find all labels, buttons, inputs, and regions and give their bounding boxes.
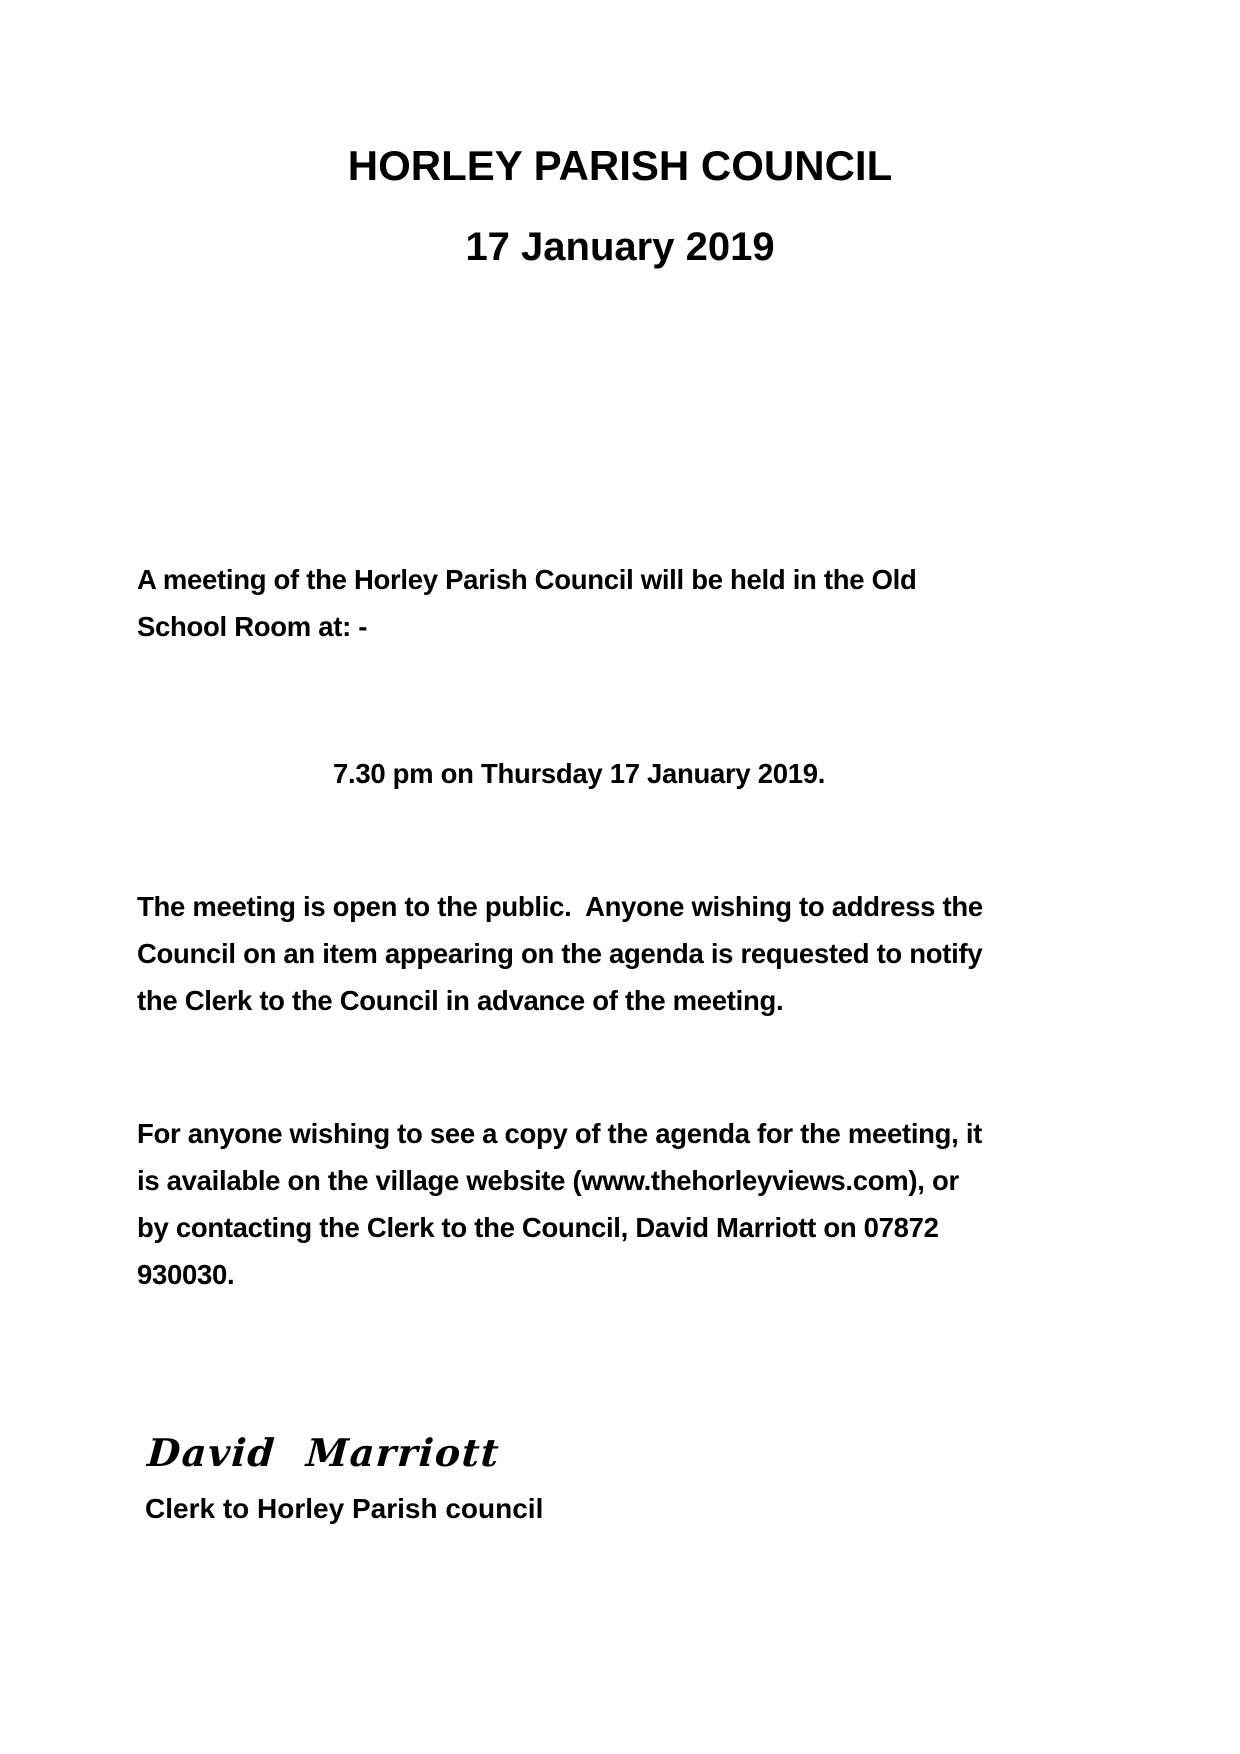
document-title: HORLEY PARISH COUNCIL	[347, 142, 893, 189]
public-notice-line-1: The meeting is open to the public. Anyone wishing to address the	[137, 891, 983, 922]
paragraph-intro	[137, 556, 1097, 650]
paragraph-intro-line-1: A meeting of the Horley Parish Council will be held in the Old	[137, 564, 917, 595]
agenda-availability-line-4: 930030.	[137, 1259, 235, 1290]
agenda-availability-line-2: is available on the village website (www.thehorleyviews.com), or	[137, 1165, 959, 1196]
meeting-time-line: 7.30 pm on Thursday 17 January 2019.	[333, 758, 826, 789]
paragraph-meeting-time	[137, 750, 1097, 797]
agenda-availability-line-3: by contacting the Clerk to the Council, David Marriott on 07872	[137, 1212, 939, 1243]
clerk-signoff: Clerk to Horley Parish council	[145, 1493, 544, 1524]
public-notice-line-3: the Clerk to the Council in advance of the meeting.	[137, 985, 784, 1016]
document-date: 17 January 2019	[465, 225, 775, 269]
paragraph-intro-line-2: School Room at: -	[137, 611, 368, 642]
public-notice-line-2: Council on an item appearing on the agenda is requested to notify	[137, 938, 983, 969]
handwritten-signature: David Marriott	[145, 1430, 502, 1475]
agenda-availability-line-1: For anyone wishing to see a copy of the agenda for the meeting, it	[137, 1118, 983, 1149]
paragraph-agenda-availability	[137, 1110, 1097, 1298]
paragraph-public-notice	[137, 883, 1097, 1024]
